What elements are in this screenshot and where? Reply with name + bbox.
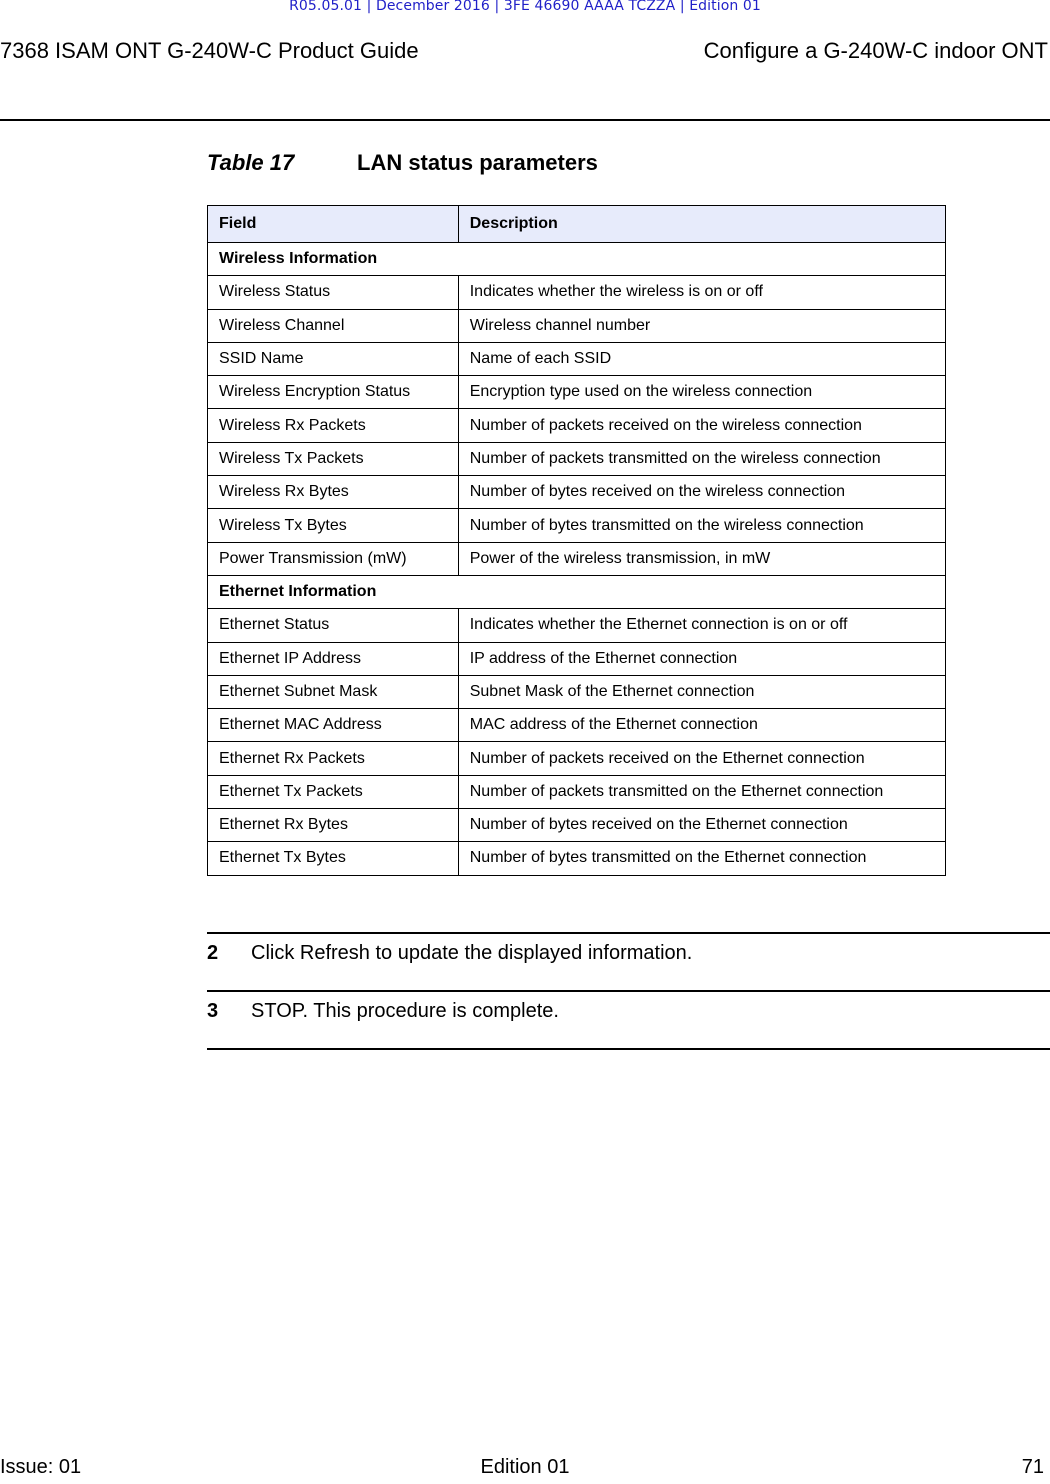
procedure-step-3 xyxy=(207,990,1050,1023)
field-cell: Ethernet Tx Packets xyxy=(208,775,459,808)
table-row xyxy=(208,542,946,575)
table-row xyxy=(208,742,946,775)
field-cell: Wireless Encryption Status xyxy=(208,376,459,409)
table-row xyxy=(208,376,946,409)
description-cell: Number of packets transmitted on the Ethernet connection xyxy=(458,775,945,808)
section-row-ethernet xyxy=(208,575,946,608)
field-cell: SSID Name xyxy=(208,342,459,375)
table-header-row xyxy=(208,206,946,243)
description-cell: Number of bytes received on the Ethernet connection xyxy=(458,809,945,842)
table-row xyxy=(208,609,946,642)
description-cell: Number of bytes received on the wireless connection xyxy=(458,476,945,509)
description-cell: Number of packets transmitted on the wireless connection xyxy=(458,442,945,475)
description-cell: Indicates whether the Ethernet connection is on or off xyxy=(458,609,945,642)
header-chapter-title: Configure a G-240W-C indoor ONT xyxy=(703,38,1048,63)
table-row xyxy=(208,509,946,542)
section-row-wireless xyxy=(208,243,946,276)
document-watermark: R05.05.01 | December 2016 | 3FE 46690 AAAA TCZZA | Edition 01 xyxy=(289,0,761,14)
description-cell: Number of packets received on the wireless connection xyxy=(458,409,945,442)
description-cell: Number of packets received on the Ethernet connection xyxy=(458,742,945,775)
field-cell: Ethernet Rx Packets xyxy=(208,742,459,775)
table-row xyxy=(208,642,946,675)
table-title: LAN status parameters xyxy=(357,150,598,175)
field-cell: Wireless Tx Packets xyxy=(208,442,459,475)
field-cell: Wireless Rx Bytes xyxy=(208,476,459,509)
step-text: Click Refresh to update the displayed information. xyxy=(251,942,693,964)
table-row xyxy=(208,409,946,442)
footer-page-number: 71 xyxy=(1021,1456,1044,1478)
procedure-end-rule xyxy=(207,1048,1050,1050)
field-cell: Ethernet Status xyxy=(208,609,459,642)
field-cell: Ethernet Rx Bytes xyxy=(208,809,459,842)
column-header-field: Field xyxy=(208,206,459,243)
section-title-wireless: Wireless Information xyxy=(208,243,946,276)
description-cell: Wireless channel number xyxy=(458,309,945,342)
table-row xyxy=(208,809,946,842)
description-cell: Subnet Mask of the Ethernet connection xyxy=(458,675,945,708)
header-rule xyxy=(0,119,1050,121)
description-cell: Number of bytes transmitted on the Ethernet connection xyxy=(458,842,945,875)
step-text: STOP. This procedure is complete. xyxy=(251,1000,559,1022)
field-cell: Wireless Status xyxy=(208,276,459,309)
description-cell: Indicates whether the wireless is on or off xyxy=(458,276,945,309)
section-title-ethernet: Ethernet Information xyxy=(208,575,946,608)
table-row xyxy=(208,442,946,475)
description-cell: Encryption type used on the wireless connection xyxy=(458,376,945,409)
procedure-step-2 xyxy=(207,932,1050,965)
description-cell: MAC address of the Ethernet connection xyxy=(458,709,945,742)
description-cell: Power of the wireless transmission, in mW xyxy=(458,542,945,575)
table-row xyxy=(208,842,946,875)
column-header-description: Description xyxy=(458,206,945,243)
field-cell: Wireless Rx Packets xyxy=(208,409,459,442)
table-number: Table 17 xyxy=(207,150,295,175)
field-cell: Power Transmission (mW) xyxy=(208,542,459,575)
table-row xyxy=(208,709,946,742)
table-row xyxy=(208,342,946,375)
field-cell: Wireless Tx Bytes xyxy=(208,509,459,542)
table-row xyxy=(208,309,946,342)
field-cell: Ethernet MAC Address xyxy=(208,709,459,742)
table-row xyxy=(208,476,946,509)
table-row xyxy=(208,675,946,708)
table-row xyxy=(208,276,946,309)
field-cell: Ethernet Tx Bytes xyxy=(208,842,459,875)
table-row xyxy=(208,775,946,808)
field-cell: Ethernet Subnet Mask xyxy=(208,675,459,708)
lan-status-table xyxy=(207,205,946,876)
step-number: 2 xyxy=(207,942,219,964)
description-cell: Name of each SSID xyxy=(458,342,945,375)
footer-issue: Issue: 01 xyxy=(0,1456,82,1478)
field-cell: Ethernet IP Address xyxy=(208,642,459,675)
description-cell: Number of bytes transmitted on the wireless connection xyxy=(458,509,945,542)
description-cell: IP address of the Ethernet connection xyxy=(458,642,945,675)
footer-edition: Edition 01 xyxy=(480,1456,570,1478)
step-number: 3 xyxy=(207,1000,219,1022)
table-caption xyxy=(207,150,598,176)
header-guide-title: 7368 ISAM ONT G-240W-C Product Guide xyxy=(0,38,419,63)
field-cell: Wireless Channel xyxy=(208,309,459,342)
